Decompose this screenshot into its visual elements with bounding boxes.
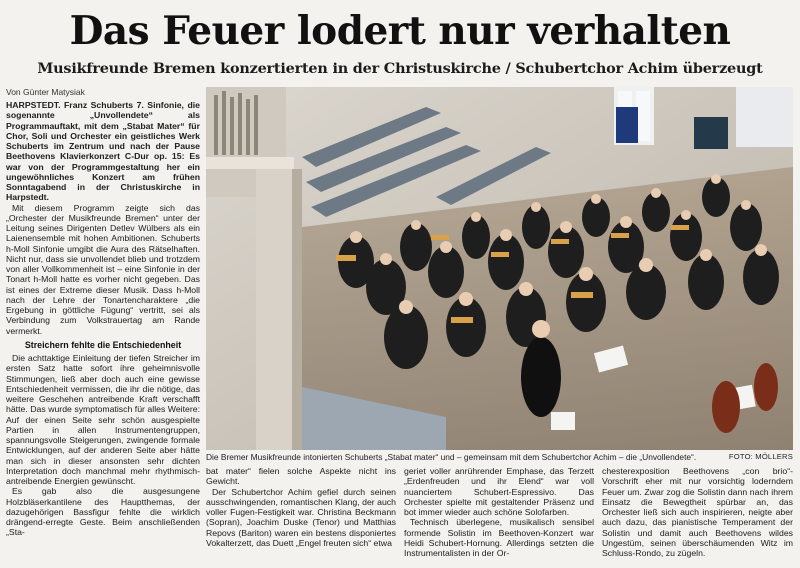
body-paragraph: Technisch überlegene, musikalisch sensibel formende Solistin im Beethoven-Konzert war Heidi Schubert-Hornung. Allerdings setzten die Instrumentalisten in der Or- bbox=[404, 517, 594, 558]
article-column-1 bbox=[6, 100, 200, 568]
article-subheadline: Musikfreunde Bremen konzertierten in der Christuskirche / Schubertchor Achim überzeugt bbox=[37, 60, 763, 77]
body-paragraph: Mit diesem Programm zeigte sich das „Orchester der Musikfreunde Bremen“ unter der Leitung seines Dirigenten Detlev Wülbers als ein Laienensemble mit hohen Ambitionen. Schuberts h-Moll Sinfonie umgibt die Aura des Rätselhaften. Nicht nur, dass sie unvollendet blieb und trotzdem von aller Vollkommenheit ist – eine Sinfonie in der Tonart h-Moll hatte es vorher nicht gegeben. Das ist eines der Extreme dieser Musik. Dass h-Moll nach der Lehre der Tonartencharaktere „die Ergebung in göttliche Fügung“ vertritt, sei als Verbindung zum Volkstrauertag am Rande vermerkt. bbox=[6, 202, 200, 336]
caption-text: Die Bremer Musikfreunde intonierten Schuberts „Stabat mater“ und – gemeinsam mit dem Schubertchor Achim – die „Unvollendete“. bbox=[206, 452, 697, 462]
concert-photo bbox=[206, 87, 793, 450]
orchestra-church-image bbox=[206, 87, 793, 450]
body-paragraph: chesterexposition Beethovens „con brio“-Vorschrift eher mit nur vorsichtig loderndem Feuer um. Zwar zog die Solistin dann nach ihrem Einsatz die Bewegtheit spürbar an, das Orchester ließ sich auch inspirieren, neigte aber auch dazu, das pianistische Temperament der Solistin und damit auch Beethovens wildes Ungestüm, seinen überschäumenden Witz im Schluss-Rondo, zu zügeln. bbox=[602, 466, 793, 558]
section-heading: Streichern fehlte die Entschiedenheit bbox=[24, 339, 182, 350]
lead-paragraph: HARPSTEDT. Franz Schuberts 7. Sinfonie, die sogenannte „Unvollendete“ als Programmauftakt, mit dem „Stabat Mater“ für Chor, Soli und Orchester ein geistliches Werk Schuberts im Zentrum und nach der Pause Beethovens Klavierkonzert C-Dur op. 15: Es war von der Programmgestaltung her ein ungewöhnliches Konzert am frühen Sonntagabend in der Christuskirche in Harpstedt. bbox=[6, 100, 200, 203]
body-paragraph: Es gab also die ausgesungene Holzbläserkantilene des Hauptthemas, der dazugehörigen Bassfigur fehlte die wirklich drängend-erregte Geste. Beim anschließenden „Sta- bbox=[6, 486, 200, 538]
body-paragraph: bat mater“ fielen solche Aspekte nicht ins Gewicht. bbox=[206, 466, 396, 487]
article-headline: Das Feuer lodert nur verhalten bbox=[69, 8, 731, 54]
photo-credit: FOTO: MÖLLERS bbox=[728, 452, 793, 461]
body-paragraph: Die achttaktige Einleitung der tiefen Streicher im ersten Satz hatte sofort ihre geheimnisvolle Stimmungen, ließ aber doch auch eine gewisse Entschiedenheit vermissen, die ihr die nötige, das weitere Geschehen antreibende Kraft verschafft hätte. Das wurde symptomatisch für alles Weitere: Auf der einen Seite sehr schön ausgespielte Partien in allen Instrumentengruppen, spannungsvolle Steigerungen, zwingende formale Entwicklungen, auf der anderen Seite aber hätte man sich in dieser ansonsten sehr dichten Interpretation doch manchmal mehr rhythmisch-antreibende Energien gewünscht. bbox=[6, 353, 200, 486]
body-paragraph: Der Schubertchor Achim gefiel durch seinen ausschwingenden, romantischen Klang, der auch voller Fugen-Festigkeit war. Christina Beckmann (Sopran), Joachim Duske (Tenor) und Matthias Repovs (Bariton) waren ein bestens disponiertes Vokalterzett, das Duett „Engel freuten sich“ etwa bbox=[206, 486, 396, 548]
body-paragraph: geriet voller anrührender Emphase, das Terzett „Erdenfreuden und ihr Elend“ war voll nuanciertem Schubert-Espressivo. Das Orchester spielte mit gestaltender Präsenz und bot immer wieder auch schöne Solofarben. bbox=[404, 466, 594, 517]
article-column-3 bbox=[404, 466, 594, 568]
article-column-2 bbox=[206, 466, 396, 568]
article-column-4 bbox=[602, 466, 793, 568]
author-byline: Von Günter Matysiak bbox=[6, 87, 85, 97]
photo-caption bbox=[206, 452, 793, 462]
